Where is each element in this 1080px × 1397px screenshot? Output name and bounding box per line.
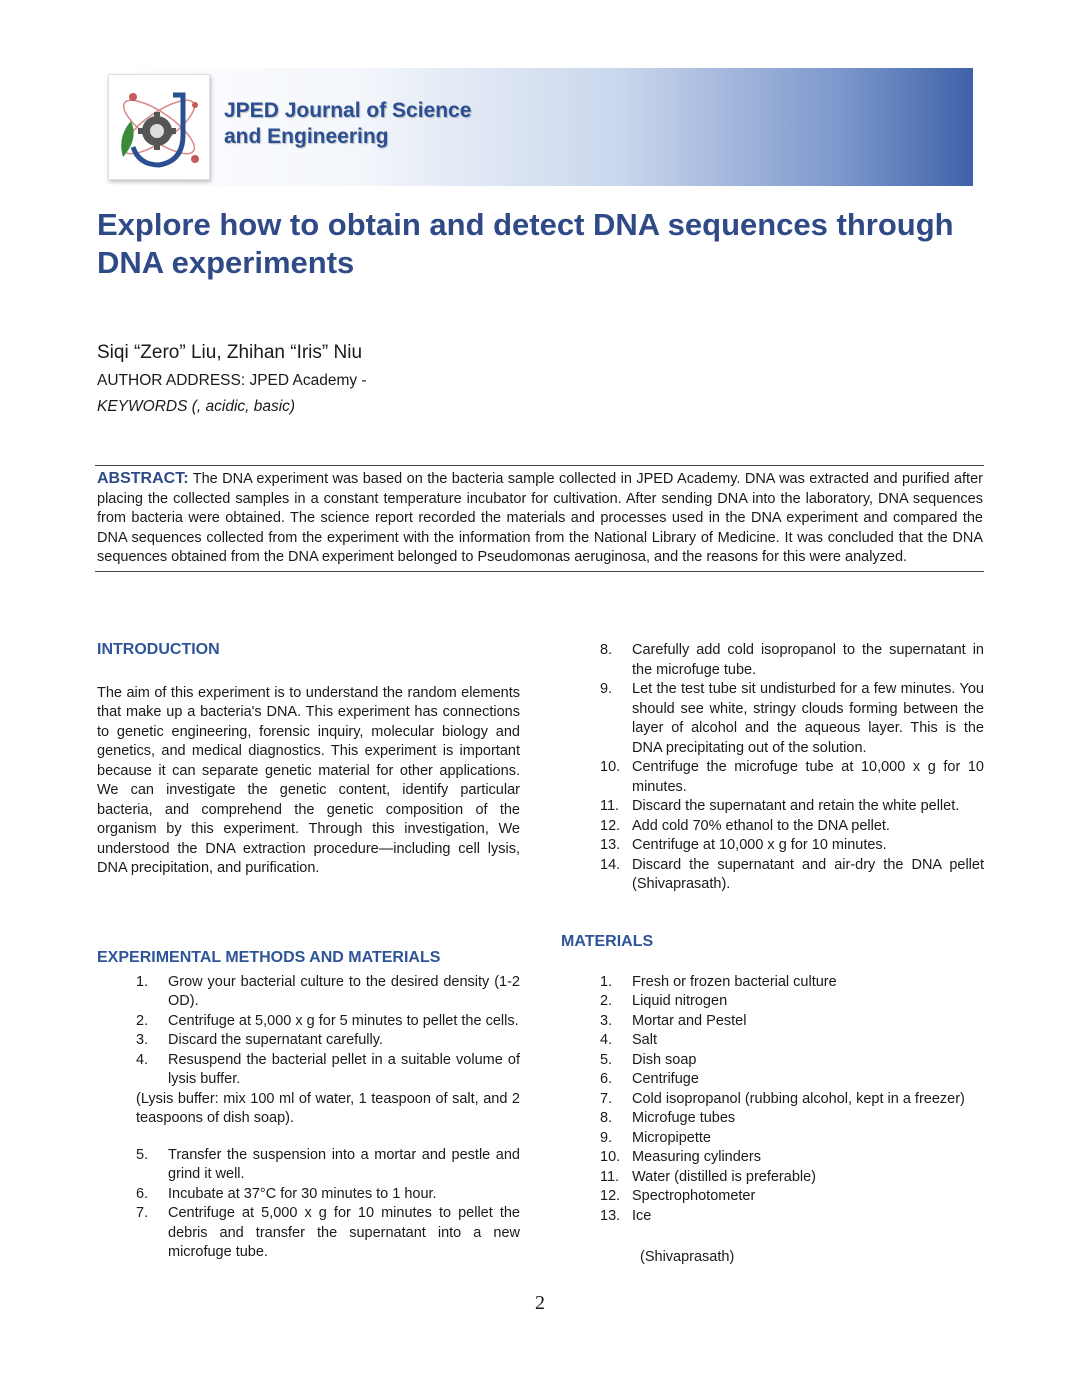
list-text: Centrifuge the microfuge tube at 10,000 x g for 10 minutes.: [632, 759, 984, 795]
list-number: 8.: [600, 642, 613, 658]
list-item: [561, 1207, 984, 1227]
list-number: 11.: [600, 798, 620, 814]
introduction-section: [97, 640, 520, 879]
list-text: Add cold 70% ethanol to the DNA pellet.: [632, 817, 890, 834]
list-item: [561, 1148, 984, 1168]
list-text: Discard the supernatant carefully.: [168, 1032, 383, 1048]
list-number: 7.: [136, 1205, 149, 1221]
list-text: Transfer the suspension into a mortar and pestle and grind it well.: [168, 1146, 520, 1182]
list-text: Discard the supernatant and retain the white pellet.: [632, 798, 960, 814]
list-number: 10.: [600, 759, 621, 775]
list-item: [561, 1129, 984, 1149]
list-item: [97, 973, 520, 1012]
list-number: 1.: [136, 973, 149, 990]
introduction-heading: INTRODUCTION: [97, 641, 220, 658]
list-item: [97, 1204, 520, 1263]
list-text: Centrifuge at 10,000 x g for 10 minutes.: [632, 837, 887, 853]
journal-name-line2: and Engineering: [224, 125, 389, 148]
list-item: [561, 758, 984, 797]
list-text: Centrifuge at 5,000 x g for 5 minutes to pellet the cells.: [168, 1012, 519, 1029]
list-text: Grow your bacterial culture to the desired density (1-2 OD).: [168, 973, 520, 1009]
list-number: 3.: [136, 1032, 149, 1048]
list-number: 11.: [600, 1168, 620, 1185]
list-text: Fresh or frozen bacterial culture: [632, 973, 837, 990]
keywords: KEYWORDS (, acidic, basic): [97, 398, 296, 415]
list-text: Discard the supernatant and air-dry the DNA pellet (Shivaprasath).: [632, 856, 984, 892]
list-item: [561, 1031, 984, 1051]
list-number: 5.: [600, 1051, 613, 1068]
list-item: [561, 1012, 984, 1032]
list-item: [561, 1187, 984, 1207]
list-item: [561, 973, 984, 993]
abstract-label: ABSTRACT:: [97, 470, 189, 487]
list-item: [561, 797, 984, 817]
list-text: Spectrophotometer: [632, 1188, 756, 1204]
list-number: 4.: [136, 1051, 149, 1068]
list-number: 14.: [600, 856, 621, 873]
list-text: Carefully add cold isopropanol to the supernatant in the microfuge tube.: [632, 642, 984, 678]
list-item: [97, 1051, 520, 1090]
methods-steps-first: [97, 973, 520, 1090]
list-number: 9.: [600, 1129, 613, 1146]
atom-gear-logo-icon: [109, 75, 209, 179]
list-number: 4.: [600, 1032, 613, 1048]
list-item: [97, 1031, 520, 1051]
authors: Siqi “Zero” Liu, Zhihan “Iris” Niu: [97, 342, 363, 363]
list-text: Resuspend the bacterial pellet in a suitable volume of lysis buffer.: [168, 1051, 520, 1087]
journal-logo: [108, 74, 210, 180]
list-item: [561, 1090, 984, 1110]
list-number: 12.: [600, 1188, 621, 1204]
list-number: 2.: [600, 993, 613, 1009]
paper-title: Explore how to obtain and detect DNA sequences through DNA experiments: [97, 207, 954, 280]
list-item: [561, 641, 984, 680]
abstract: [95, 465, 984, 572]
abstract-text: The DNA experiment was based on the bacteria sample collected in JPED Academy. DNA was extracted and purified after placing the collected samples in a constant temperature incubator for cultivation. After sending DNA into the laboratory, DNA sequences from bacteria were obtained. The science report recorded the materials and processes used in the DNA experiment and compared the DNA sequences collected from the experiment with the information from the National Library of Medicine. It was concluded that the DNA sequences obtained from the DNA experiment belonged to Pseudomonas aeruginosa, and the reasons for this were analyzed.: [97, 471, 983, 565]
list-item: [561, 1070, 984, 1090]
list-item: [561, 680, 984, 758]
list-text: Salt: [632, 1032, 657, 1048]
author-address: AUTHOR ADDRESS: JPED Academy -: [97, 372, 367, 389]
list-number: 9.: [600, 681, 613, 697]
journal-name-line1: JPED Journal of Science: [224, 99, 472, 122]
list-item: [561, 836, 984, 856]
journal-banner: [100, 68, 973, 186]
list-text: Micropipette: [632, 1129, 711, 1146]
methods-steps-second: [97, 1146, 520, 1263]
list-number: 3.: [600, 1012, 613, 1029]
list-text: Cold isopropanol (rubbing alcohol, kept in a freezer): [632, 1090, 965, 1107]
list-text: Water (distilled is preferable): [632, 1168, 816, 1185]
list-number: 12.: [600, 817, 621, 834]
list-item: [97, 1146, 520, 1185]
list-number: 8.: [600, 1110, 613, 1126]
journal-name: [224, 98, 471, 150]
list-item: [561, 817, 984, 837]
list-number: 5.: [136, 1146, 149, 1163]
materials-heading: MATERIALS: [561, 933, 654, 950]
list-text: Measuring cylinders: [632, 1149, 761, 1165]
methods-continued: [561, 641, 984, 895]
list-item: [97, 1185, 520, 1205]
list-item: [97, 1012, 520, 1032]
introduction-text: The aim of this experiment is to understand the random elements that make up a bacteria's DNA. This experiment has connections to genetic engineering, forensic inquiry, molecular biology and genetics, and medical diagnostics. This experiment is important because it can separate genetic material for other applications. We can investigate the genetic content, identify particular bacteria, and comprehend the genetic composition of the organism by this experiment. Through this investigation, We understood the DNA extraction procedure—including cell lysis, DNA precipitation, and purification.: [97, 684, 520, 876]
list-item: [561, 856, 984, 895]
list-number: 10.: [600, 1149, 621, 1165]
list-number: 1.: [600, 973, 613, 990]
list-item: [561, 1109, 984, 1129]
list-number: 13.: [600, 1207, 621, 1224]
list-text: Centrifuge: [632, 1071, 699, 1087]
methods-heading: EXPERIMENTAL METHODS AND MATERIALS: [97, 949, 441, 966]
list-number: 7.: [600, 1090, 613, 1107]
list-text: Ice: [632, 1207, 652, 1224]
list-item: [561, 1168, 984, 1188]
list-text: Liquid nitrogen: [632, 993, 728, 1009]
list-item: [561, 1051, 984, 1071]
list-number: 6.: [600, 1071, 613, 1087]
list-text: Microfuge tubes: [632, 1110, 736, 1126]
materials-list: [561, 973, 984, 1227]
lysis-buffer-note: (Lysis buffer: mix 100 ml of water, 1 teaspoon of salt, and 2 teaspoons of dish soap).: [136, 1090, 520, 1126]
list-item: [561, 992, 984, 1012]
list-text: Incubate at 37°C for 30 minutes to 1 hour.: [168, 1185, 437, 1202]
list-text: Mortar and Pestel: [632, 1012, 747, 1029]
page-number: 2: [535, 1292, 545, 1314]
methods-section: [97, 948, 520, 1263]
list-text: Centrifuge at 5,000 x g for 10 minutes to pellet the debris and transfer the supernatant into a new microfuge tube.: [168, 1205, 520, 1260]
list-text: Let the test tube sit undisturbed for a few minutes. You should see white, stringy clouds forming between the layer of alcohol and the aqueous layer. This is the DNA precipitating out of the solution.: [632, 681, 984, 756]
methods-steps-third: [561, 641, 984, 895]
materials-citation: (Shivaprasath): [640, 1249, 735, 1265]
materials-section: [561, 932, 984, 1268]
list-text: Dish soap: [632, 1051, 697, 1068]
list-number: 2.: [136, 1012, 149, 1029]
list-number: 6.: [136, 1185, 149, 1202]
list-number: 13.: [600, 837, 621, 853]
